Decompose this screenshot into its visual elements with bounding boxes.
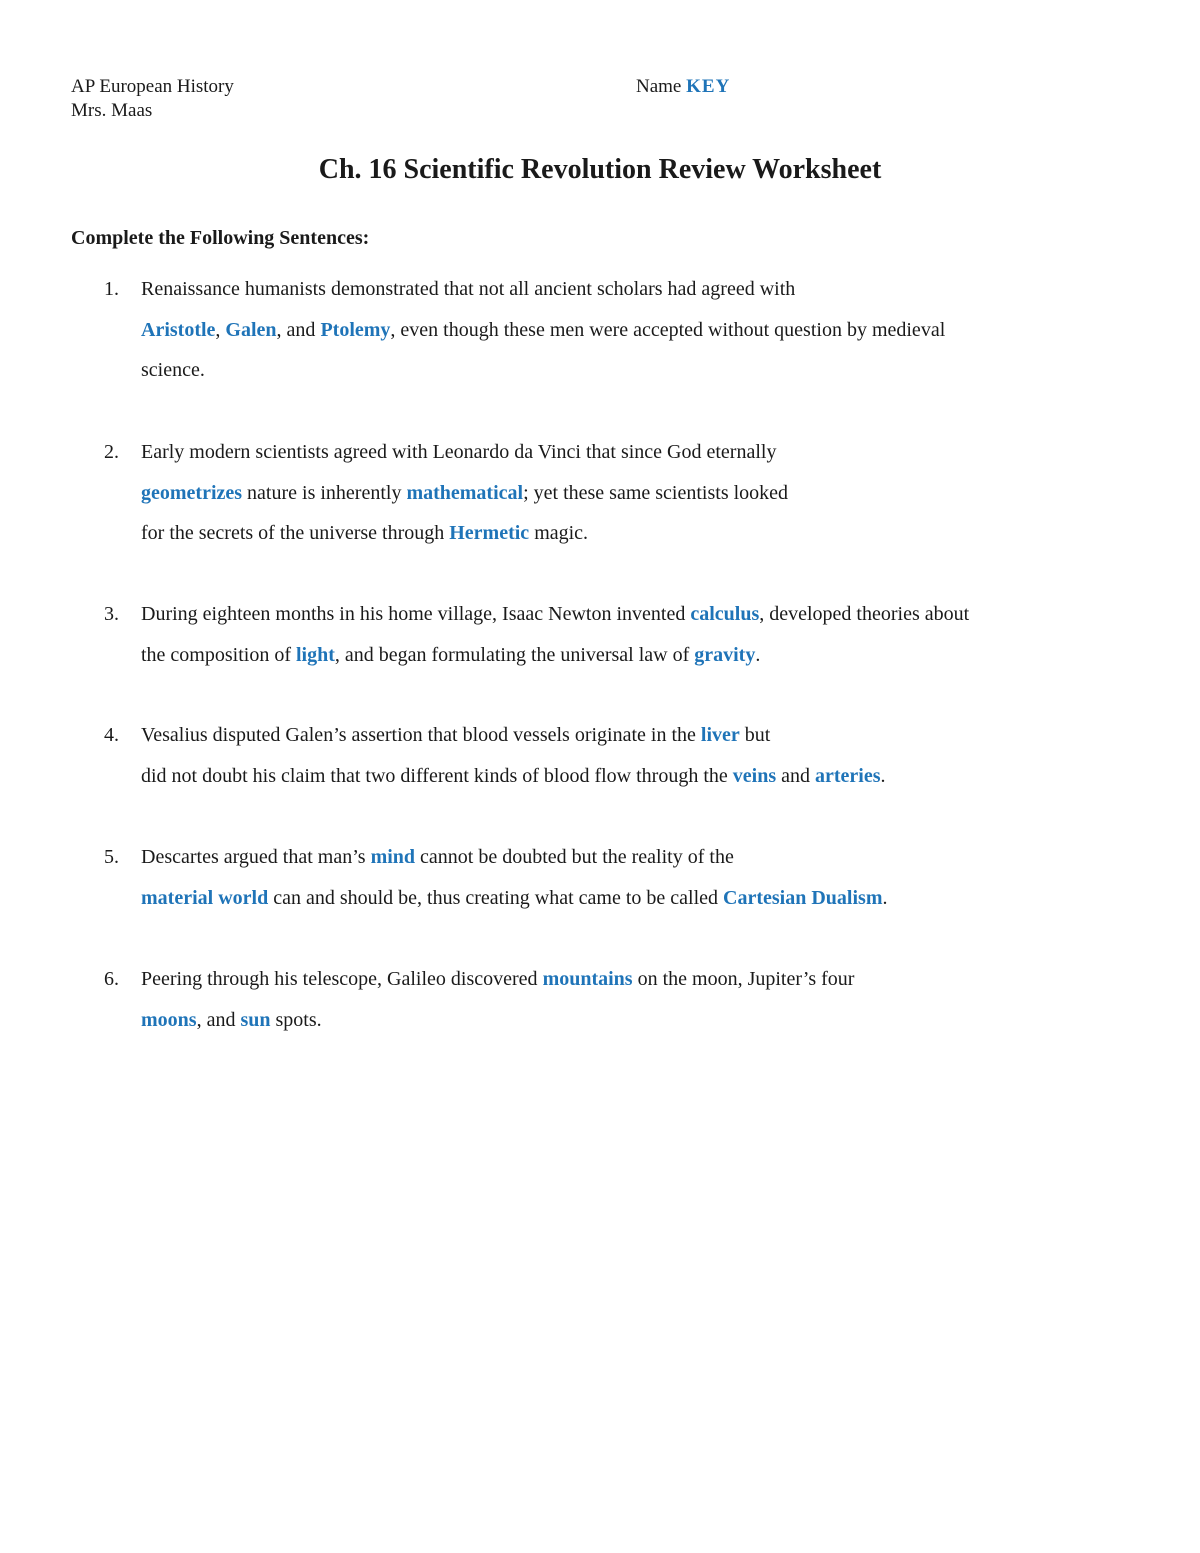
sentence-line [141,644,760,667]
sentence-text: science. [141,359,205,381]
sentence-text: spots. [270,1008,322,1031]
sentence-text: Vesalius disputed Galen’s assertion that blood vessels originate in the [141,724,701,746]
sentence-line [141,319,945,342]
sentence-line [141,359,205,382]
question-number: 3. [104,603,119,625]
answer-word: Ptolemy [320,318,391,341]
sentence-text: . [880,764,886,787]
sentence-line [141,1009,322,1032]
answer-word: geometrizes [141,481,243,504]
answer-word: Aristotle [141,318,216,341]
instructions-heading: Complete the Following Sentences: [71,227,370,249]
sentence-line [141,603,969,626]
sentence-text: , [215,318,226,341]
page-title: Ch. 16 Scientific Revolution Review Worksheet [318,154,882,185]
sentence-text: Renaissance humanists demonstrated that not all ancient scholars had agreed with [141,278,796,300]
answer-word: light [295,643,335,666]
sentence-line [141,278,795,301]
sentence-line [141,968,854,991]
sentence-text: , even though these men were accepted without question by medieval [390,318,946,341]
sentence-text: for the secrets of the universe through [141,522,450,544]
sentence-text: . [755,643,761,666]
student-name-line [636,75,730,99]
sentence-line [141,522,588,545]
name-value: KEY [686,76,731,97]
sentence-text: , developed theories about [759,603,970,625]
answer-word: moons [141,1008,197,1031]
name-label: Name [636,76,682,97]
sentence-text: ; yet these same scientists looked [523,481,789,504]
course-name: AP European History [71,76,234,97]
answer-word: mathematical [406,481,524,504]
answer-word: liver [700,724,740,746]
sentence-text: cannot be doubted but the reality of the [415,846,734,868]
answer-word: mind [370,846,416,868]
sentence-line [141,724,770,747]
answer-word: Hermetic [449,522,530,544]
answer-word: Galen [225,318,277,341]
teacher-name: Mrs. Maas [71,100,153,121]
sentence-text: can and should be, thus creating what came to be called [268,886,724,909]
sentence-text: Descartes argued that man’s [141,846,371,868]
question-number: 1. [104,278,119,300]
sentence-line [141,887,887,910]
sentence-line [141,482,788,505]
answer-word: Cartesian Dualism [723,886,883,909]
sentence-text: did not doubt his claim that two different kinds of blood flow through the [141,764,733,787]
question-number: 5. [104,846,119,868]
sentence-text: the composition of [141,643,296,666]
sentence-text: , and [276,318,321,341]
answer-word: gravity [694,643,756,666]
sentence-line [141,765,886,788]
sentence-text: nature is inherently [242,481,407,504]
answer-word: veins [732,764,777,787]
sentence-text: , and began formulating the universal law of [334,643,695,666]
answer-word: calculus [690,603,760,625]
sentence-line [141,846,734,869]
sentence-text: but [739,724,771,746]
question-number: 4. [104,724,119,746]
question-number: 6. [104,968,119,990]
sentence-text: magic. [529,522,589,544]
sentence-line [141,441,776,464]
sentence-text: Early modern scientists agreed with Leonardo da Vinci that since God eternally [141,441,777,463]
sentence-text: on the moon, Jupiter’s four [632,968,855,990]
sentence-text: . [882,886,888,909]
sentence-text: , and [196,1008,241,1031]
answer-word: sun [240,1008,271,1031]
sentence-text: and [776,764,816,787]
answer-word: arteries [815,764,881,787]
sentence-text: During eighteen months in his home village, Isaac Newton invented [141,603,691,625]
answer-word: material world [141,886,269,909]
question-number: 2. [104,441,119,463]
answer-word: mountains [542,968,633,990]
sentence-text: Peering through his telescope, Galileo discovered [141,968,543,990]
